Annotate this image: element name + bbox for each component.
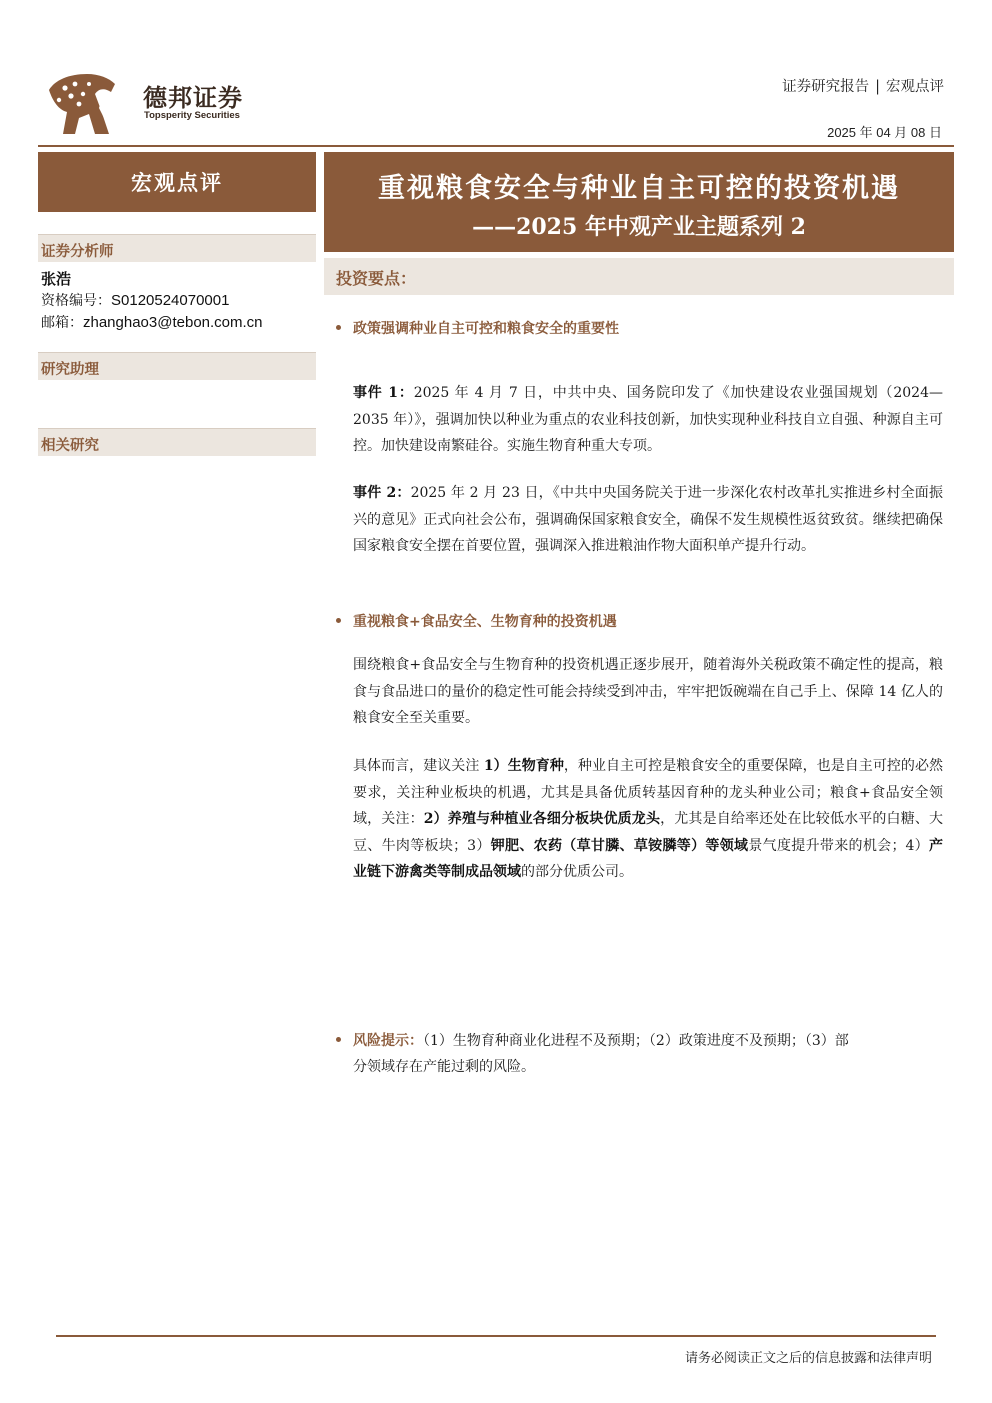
related-section-header	[38, 428, 316, 456]
bullet-dot-icon	[336, 618, 341, 623]
company-logo	[45, 68, 255, 140]
header-separator: |	[875, 79, 880, 95]
brand-name-en: Topsperity Securities	[144, 110, 240, 121]
email-value: zhanghao3@tebon.com.cn	[83, 314, 263, 331]
risk-line-2: 分领域存在产能过剩的风险。	[353, 1059, 535, 1075]
bullet-dot-icon	[336, 1037, 341, 1042]
event1-label: 事件 1：	[353, 385, 414, 401]
analyst-email	[41, 312, 263, 332]
risk-text-1: （1）生物育种商业化进程不及预期；（2）政策进度不及预期；（3）部	[423, 1033, 849, 1049]
footer-disclaimer: 请务必阅读正文之后的信息披露和法律声明	[684, 1351, 932, 1366]
rec-text-4: 景气度提升带来的机会；4）	[748, 837, 929, 854]
assistant-section-label: 研究助理	[41, 361, 99, 378]
report-type-header	[782, 75, 944, 96]
rec-bold-4: 产业链下游禽类等制成品领域	[353, 837, 943, 880]
rec-bold-3: 钾肥、农药（草甘膦、草铵膦等）等领域	[490, 837, 749, 854]
assistant-section-header	[38, 352, 316, 380]
event2-paragraph	[353, 480, 943, 560]
section1-title	[336, 318, 619, 338]
top-divider	[38, 145, 954, 147]
report-category: 宏观点评	[886, 79, 944, 95]
section2-title	[336, 611, 617, 631]
event2-label: 事件 2：	[353, 485, 411, 501]
category-box	[38, 152, 316, 212]
rec-text-1: 具体而言，建议关注	[353, 758, 484, 774]
event1-paragraph	[353, 380, 943, 460]
risk-label: 风险提示：	[353, 1033, 423, 1049]
analyst-section-header	[38, 234, 316, 262]
rec-text-3: ，尤其是自给率还处在比较低水平的白糖、大豆、牛肉等板块；3）	[353, 811, 944, 854]
cert-value: S0120524070001	[111, 292, 230, 309]
recommendation-paragraph	[353, 753, 943, 886]
rec-text-2: ，种业自主可控是粮食安全的重要保障，也是自主可控的必然要求，关注种业板块的机遇，尤其是具备优质转基因育种的龙头种业公司；粮食+食品安全领域，关注：	[353, 758, 944, 827]
bullet-dot-icon	[336, 325, 341, 330]
analyst-cert	[41, 290, 229, 310]
event1-text: 2025 年 4 月 7 日，中共中央、国务院印发了《加快建设农业强国规划（2024—2035 年）》，强调加快以种业为重点的农业科技创新，加快实现种业科技自立自强、种源自主可控。加快建设南繁硅谷。实施生物育种重大专项。	[353, 385, 943, 454]
cheetah-logo-icon	[45, 70, 123, 138]
section1-title-text: 政策强调种业自主可控和粮食安全的重要性	[353, 321, 619, 337]
investment-header	[324, 258, 954, 295]
report-date: 2025 年 04 月 08 日	[827, 125, 942, 140]
report-subtitle: ——2025 年中观产业主题系列 2	[472, 214, 806, 240]
related-section-label: 相关研究	[41, 437, 99, 454]
opportunity-paragraph: 围绕粮食+食品安全与生物育种的投资机遇正逐步展开，随着海外关税政策不确定性的提高，粮食与食品进口的量价的稳定性可能会持续受到冲击，牢牢把饭碗端在自己手上、保障 14 亿人的粮食安全至关重要。	[353, 657, 943, 726]
investment-header-label: 投资要点：	[336, 269, 417, 288]
category-label: 宏观点评	[131, 170, 223, 195]
report-title: 重视粮食安全与种业自主可控的投资机遇	[378, 173, 900, 204]
bottom-divider	[56, 1335, 936, 1337]
email-label: 邮箱：	[41, 315, 83, 331]
rec-bold-2: 2）养殖与种植业各细分板块优质龙头	[423, 811, 661, 827]
risk-warning	[336, 1028, 943, 1080]
analyst-section-label: 证券分析师	[41, 243, 114, 260]
rec-text-5: 的部分优质公司。	[521, 864, 633, 880]
report-type: 证券研究报告	[782, 79, 870, 95]
brand-name-cn: 德邦证券	[143, 84, 243, 112]
section2-title-text: 重视粮食+食品安全、生物育种的投资机遇	[353, 614, 617, 630]
title-banner	[324, 152, 954, 252]
analyst-name: 张浩	[41, 270, 72, 288]
cert-label: 资格编号：	[41, 293, 111, 309]
event2-text: 2025 年 2 月 23 日，《中共中央国务院关于进一步深化农村改革扎实推进乡村全面振兴的意见》正式向社会公布，强调确保国家粮食安全，确保不发生规模性返贫致贫。继续把确保国家粮食安全摆在首要位置，强调深入推进粮油作物大面积单产提升行动。	[353, 485, 943, 554]
risk-line-1	[336, 1028, 943, 1054]
rec-bold-1: 1）生物育种	[483, 758, 564, 774]
